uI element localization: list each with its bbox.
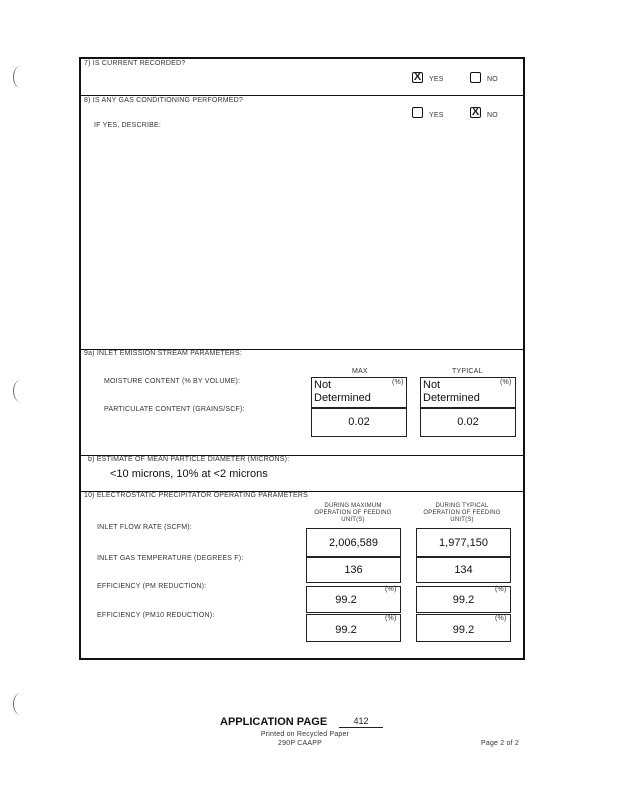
- recycled-note: Printed on Recycled Paper: [260, 731, 350, 738]
- section-8-question: 8) IS ANY GAS CONDITIONING PERFORMED?: [84, 97, 243, 104]
- form-code: 290P CAAPP: [278, 740, 322, 747]
- s8-yes-label: YES: [429, 112, 444, 119]
- app-page-number: 412: [339, 716, 383, 728]
- s8-no-checkbox[interactable]: X: [471, 106, 480, 118]
- s10-col-max: DURING MAXIMUM OPERATION OF FEEDING UNIT(S): [314, 503, 392, 523]
- s9a-row-moisture: MOISTURE CONTENT (% BY VOLUME):: [104, 378, 241, 385]
- s10-col-typical: DURING TYPICAL OPERATION OF FEEDING UNIT(S): [423, 503, 501, 523]
- s7-yes-checkbox[interactable]: X: [413, 71, 422, 83]
- s10-typical-pm-value: 99.2: [452, 594, 475, 606]
- s9a-col-typical: TYPICAL: [452, 368, 483, 375]
- divider: [79, 95, 525, 96]
- s9a-row-particulate: PARTICULATE CONTENT (GRAINS/SCF):: [104, 406, 245, 413]
- s10-row-label-0: INLET FLOW RATE (SCFM):: [97, 524, 192, 531]
- section-9b-title: b) ESTIMATE OF MEAN PARTICLE DIAMETER (MICRONS):: [88, 456, 290, 463]
- s7-no-checkbox[interactable]: [470, 72, 481, 83]
- s10-max-pm10-value: 99.2: [335, 624, 357, 636]
- s10-typical-temp-value: 134: [454, 564, 473, 576]
- s9a-moisture-typical-value: Not Determined: [423, 379, 480, 404]
- s9a-typical-pct: (%): [500, 379, 512, 386]
- binder-hole-mark: [13, 380, 28, 402]
- s10-row-label-1: INLET GAS TEMPERATURE (DEGREES F):: [97, 555, 244, 562]
- binder-hole-mark: [13, 693, 28, 715]
- s10-typical-pm10-value: 99.2: [452, 624, 475, 636]
- s10-max-pm10-pct: (%): [385, 615, 397, 622]
- s9a-col-max: MAX: [352, 368, 368, 375]
- s10-typical-pm-pct: (%): [495, 586, 507, 593]
- s9a-particulate-typical-value: 0.02: [457, 416, 479, 428]
- s9a-max-divider: [311, 407, 407, 409]
- s7-yes-label: YES: [429, 76, 444, 83]
- section-7-question: 7) IS CURRENT RECORDED?: [84, 60, 186, 67]
- s7-no-label: NO: [487, 76, 498, 83]
- s10-row-label-3: EFFICIENCY (PM10 REDUCTION):: [97, 612, 215, 619]
- s10-typical-flow-value: 1,977,150: [439, 537, 488, 549]
- app-page-label: APPLICATION PAGE: [220, 716, 328, 728]
- s8-no-label: NO: [487, 112, 498, 119]
- s9a-typical-divider: [420, 407, 516, 409]
- s10-max-temp-value: 136: [344, 564, 363, 576]
- page-of: Page 2 of 2: [481, 740, 520, 747]
- s10-max-flow-value: 2,006,589: [329, 537, 378, 549]
- s10-typical-pm10-pct: (%): [495, 615, 507, 622]
- s8-describe-label: IF YES, DESCRIBE:: [94, 122, 162, 129]
- s9b-value: <10 microns, 10% at <2 microns: [110, 468, 268, 480]
- section-9a-title: 9a) INLET EMISSION STREAM PARAMETERS:: [84, 350, 243, 357]
- s9a-moisture-max-value: Not Determined: [314, 379, 371, 404]
- s8-yes-checkbox[interactable]: [412, 107, 423, 118]
- s9a-max-pct: (%): [392, 379, 404, 386]
- binder-hole-mark: [13, 66, 28, 88]
- s10-max-pm-pct: (%): [385, 586, 397, 593]
- s9a-particulate-max-value: 0.02: [348, 416, 370, 428]
- section-10-title: 10) ELECTROSTATIC PRECIPITATOR OPERATING PARAMETERS: [84, 492, 308, 499]
- s10-max-pm-value: 99.2: [335, 594, 357, 606]
- s10-row-label-2: EFFICIENCY (PM REDUCTION):: [97, 583, 207, 590]
